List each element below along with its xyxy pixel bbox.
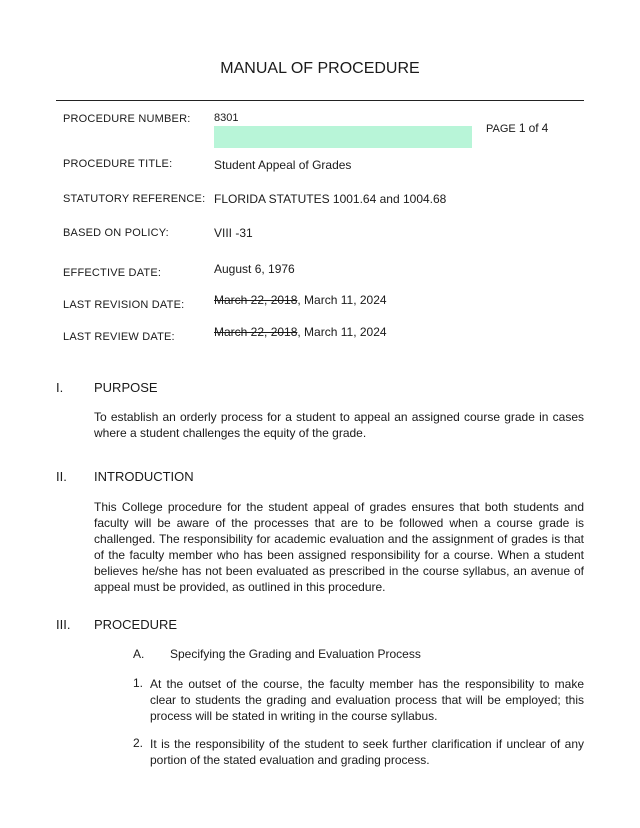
page-total: 4 xyxy=(541,121,549,135)
procedure-title-value: Student Appeal of Grades xyxy=(214,158,352,172)
section-heading-procedure: PROCEDURE xyxy=(94,617,178,632)
statutory-reference-label: STATUTORY REFERENCE: xyxy=(63,193,206,205)
effective-date-value: August 6, 1976 xyxy=(214,262,295,276)
procedure-number-label: PROCEDURE NUMBER: xyxy=(63,113,191,125)
last-revision-date-value xyxy=(214,293,387,307)
introduction-paragraph: This College procedure for the student appeal of grades ensures that both students and faculty will be aware of the processes that are to be followed when a course grade is challenged. The responsibility for academic evaluation and the assignment of grades is that of the faculty member who has been assigned responsibility for a course. When a student believes he/she has not been evaluated as prescribed in the course syllabus, an avenue of appeal must be provided, as outlined in this procedure. xyxy=(94,500,584,594)
last-review-date-label: LAST REVIEW DATE: xyxy=(63,331,175,343)
last-revision-date-label: LAST REVISION DATE: xyxy=(63,299,185,311)
procedure-title-label: PROCEDURE TITLE: xyxy=(63,158,173,170)
procedure-number-value: 8301 xyxy=(214,112,239,124)
highlight-block xyxy=(214,126,472,148)
page-current: 1 xyxy=(518,121,526,135)
last-revision-date-current: , March 11, 2024 xyxy=(297,293,387,307)
list-item-text: At the outset of the course, the faculty member has the responsibility to make clear to students the grading and evaluation process that will be employed; this process will be stated in writing in the course syllabus. xyxy=(150,677,584,723)
section-number: I. xyxy=(56,380,64,395)
page-indicator xyxy=(486,121,548,135)
list-item-number: 2. xyxy=(133,736,144,750)
page-label: PAGE xyxy=(486,123,516,135)
purpose-paragraph: To establish an orderly process for a student to appeal an assigned course grade in cases where a student challenges the equity of the grade. xyxy=(94,410,584,440)
last-review-date-struck: March 22, 2018 xyxy=(214,325,298,339)
section-heading-introduction: INTRODUCTION xyxy=(94,469,194,484)
list-item-text: It is the responsibility of the student to seek further clarification if unclear of any portion of the stated evaluation and grading process. xyxy=(150,737,584,767)
last-revision-date-struck: March 22, 2018 xyxy=(214,293,298,307)
last-review-date-current: , March 11, 2024 xyxy=(297,325,387,339)
list-item-number: 1. xyxy=(133,676,144,690)
section-number: II. xyxy=(56,469,67,484)
section-heading-purpose: PURPOSE xyxy=(94,380,158,395)
effective-date-label: EFFECTIVE DATE: xyxy=(63,267,162,279)
last-review-date-value xyxy=(214,325,387,339)
section-number: III. xyxy=(56,617,71,632)
based-on-policy-value: VIII -31 xyxy=(214,226,253,240)
subsection-letter: A. xyxy=(133,647,145,661)
subsection-title: Specifying the Grading and Evaluation Process xyxy=(170,647,421,661)
statutory-reference-value: FLORIDA STATUTES 1001.64 and 1004.68 xyxy=(214,192,447,206)
page-of: of xyxy=(528,121,539,135)
header-rule xyxy=(56,100,584,101)
based-on-policy-label: BASED ON POLICY: xyxy=(63,227,169,239)
document-title: MANUAL OF PROCEDURE xyxy=(220,60,420,77)
